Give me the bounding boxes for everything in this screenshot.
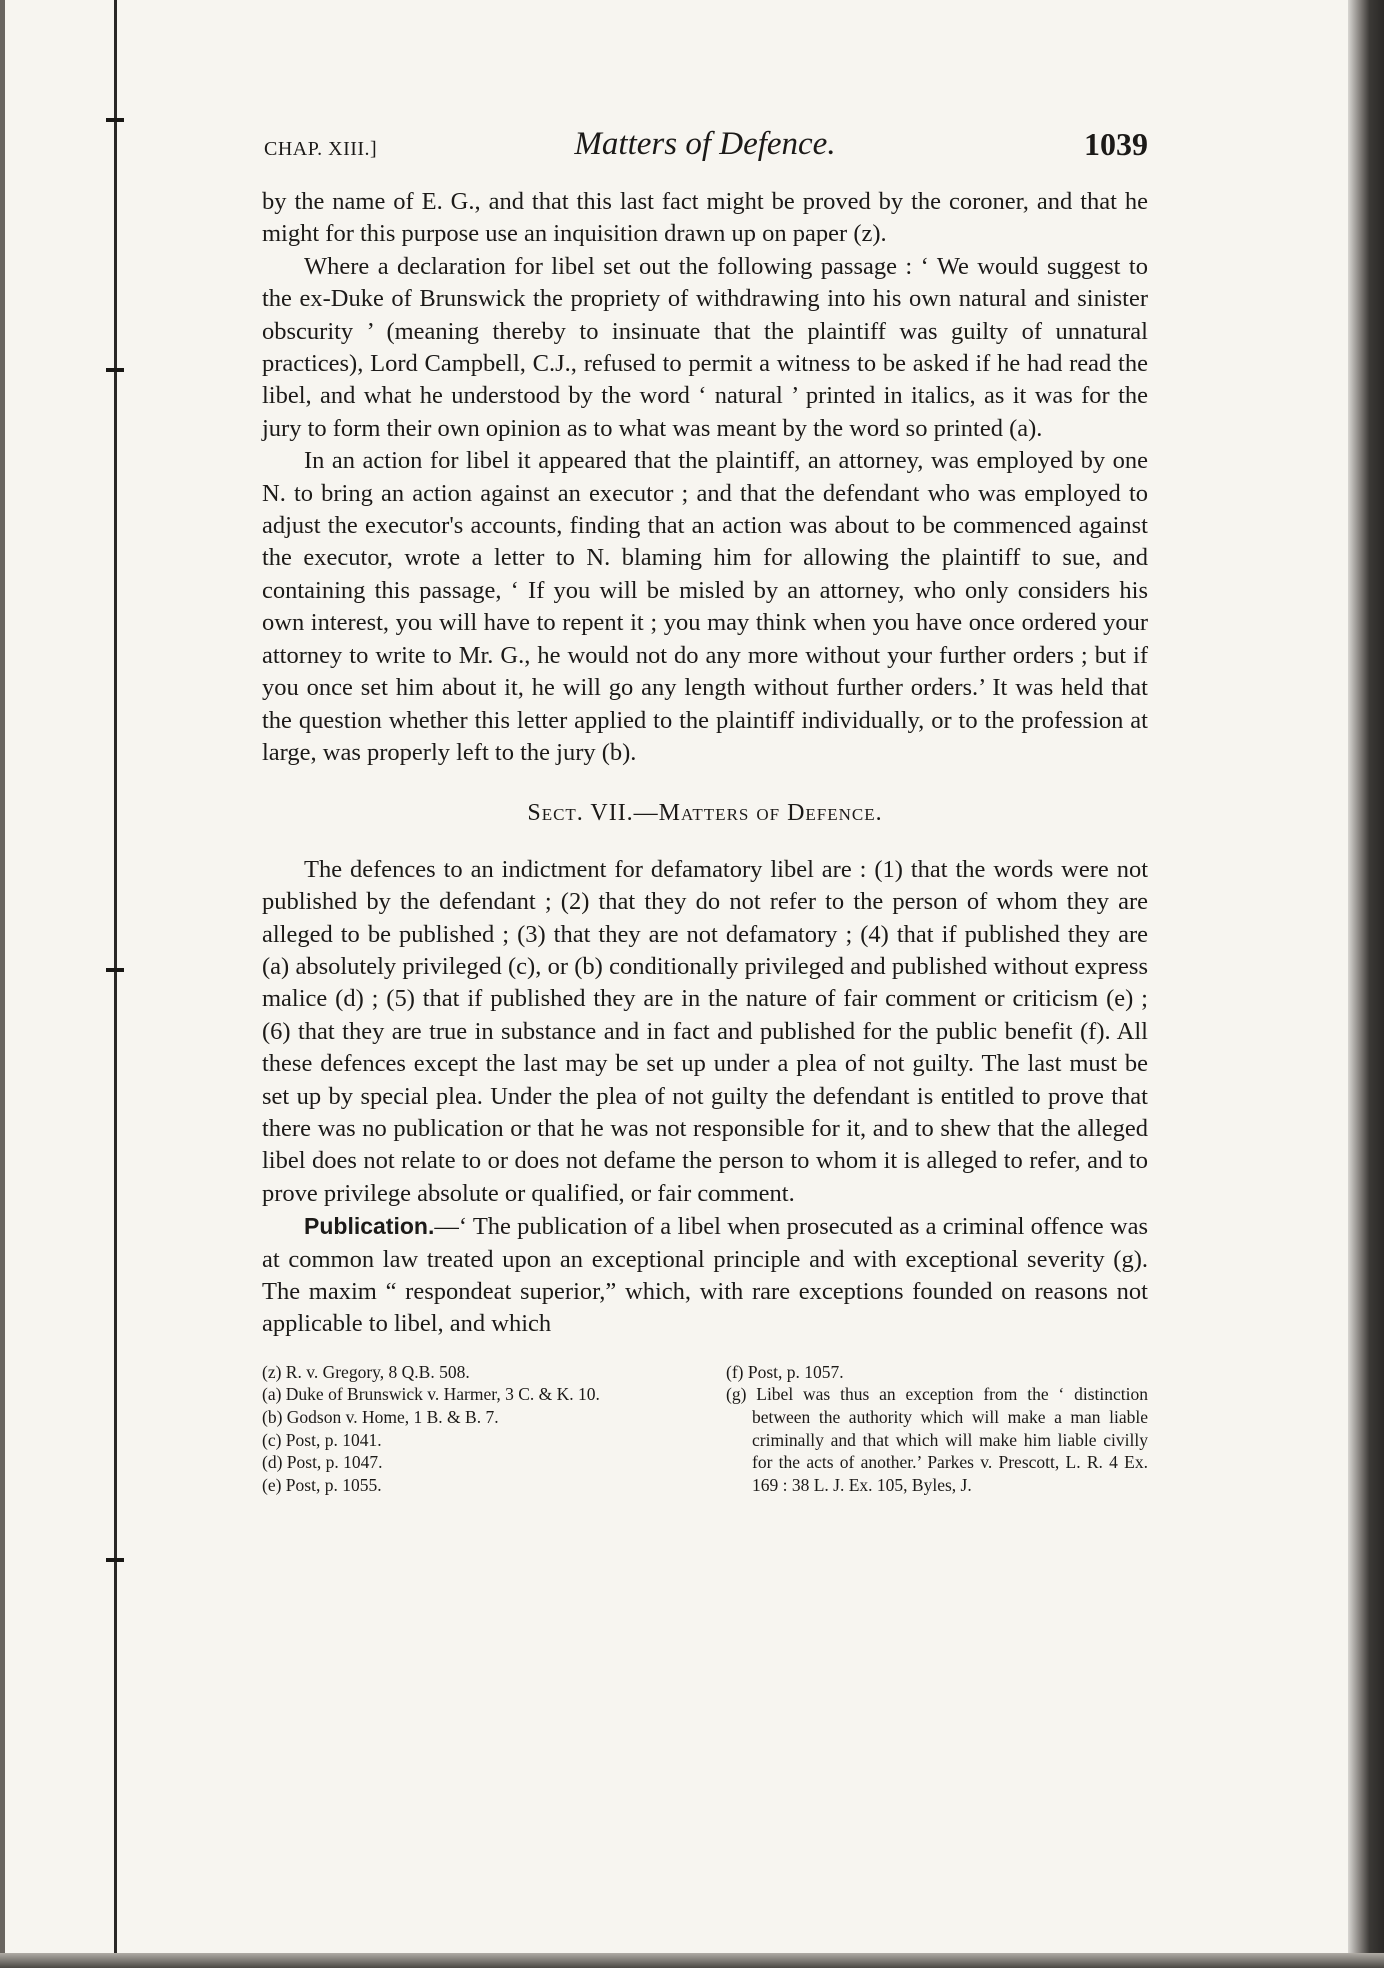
page-number: 1039 bbox=[1084, 126, 1148, 162]
running-head bbox=[262, 124, 1148, 176]
section-heading: Sect. VII.—Matters of Defence. bbox=[527, 800, 883, 827]
scan-edge-left bbox=[0, 0, 5, 1968]
footnote: (f) Post, p. 1057. bbox=[726, 1361, 844, 1382]
book-spine-edge bbox=[1348, 0, 1384, 1968]
book-page bbox=[262, 124, 1148, 1495]
binding-line bbox=[114, 0, 117, 1968]
footnote: (g) Libel was thus an exception from the ‘ distinction between the authority which will make a man liable criminally and that which will make him liable civilly for the acts of another.’ Parkes v. Prescott, L. R. 4 Ex. 169 : 38 L. J. Ex. 105, Byles, J. bbox=[726, 1384, 1148, 1495]
body-text bbox=[262, 186, 1148, 1341]
paragraph: The defences to an indictment for defamatory libel are : (1) that the words were not published by the defendant ; (2) that they do not refer to the person of whom they are alleged to be published ; (3) that they are not defamatory ; (4) that if published they are (a) absolutely privileged (c), or (b) conditionally privileged and published without express malice (d) ; (5) that if published they are in the nature of fair comment or criticism (e) ; (6) that they are true in substance and in fact and published for the public benefit (f). All these defences except the last may be set up under a plea of not guilty. The last must be set up by special plea. Under the plea of not guilty the defendant is entitled to prove that there was no publication or that he was not responsible for it, and to shew that the alleged libel does not relate to or does not defame the person to whom it is alleged to refer, and to prove privilege absolute or qualified, or fair comment. bbox=[262, 855, 1148, 1207]
binding-mark bbox=[106, 968, 124, 972]
paragraph bbox=[262, 1210, 1148, 1341]
footnote: (b) Godson v. Home, 1 B. & B. 7. bbox=[262, 1407, 499, 1427]
running-title: Matters of Defence. bbox=[574, 126, 836, 162]
binding-mark bbox=[106, 368, 124, 372]
paragraph-text: —‘ The publication of a libel when prosecuted as a criminal offence was at common law treated upon an exceptional principle and with exceptional severity (g). The maxim “ respondeat superior,” which, with rare exceptions founded on reasons not applicable to libel, and which bbox=[262, 1213, 1148, 1338]
footnotes-left-column bbox=[262, 1361, 688, 1497]
footnote: (c) Post, p. 1041. bbox=[262, 1429, 382, 1450]
binding-mark bbox=[106, 118, 124, 122]
footnote: (z) R. v. Gregory, 8 Q.B. 508. bbox=[262, 1361, 470, 1382]
paragraph: by the name of E. G., and that this last fact might be proved by the coroner, and that he might for this purpose use an inquisition drawn up on paper (z). bbox=[262, 188, 1148, 248]
paragraph: Where a declaration for libel set out the following passage : ‘ We would suggest to the ex-Duke of Brunswick the propriety of withdrawing into his own natural and sinister obscurity ’ (meaning thereby to insinuate that the plaintiff was guilty of unnatural practices), Lord Campbell, C.J., refused to permit a witness to be asked if he had read the libel, and what he understood by the word ‘ natural ’ printed in italics, as it was for the jury to form their own opinion as to what was meant by the word so printed (a). bbox=[262, 252, 1148, 442]
footnotes-right-column bbox=[726, 1361, 1148, 1497]
paragraph: In an action for libel it appeared that the plaintiff, an attorney, was employed by one N. to bring an action against an executor ; and that the defendant who was employed to adjust the executor's accounts, finding that an action was about to be commenced against the executor, wrote a letter to N. blaming him for allowing the plaintiff to sue, and containing this passage, ‘ If you will be misled by an attorney, who only considers his own interest, you will have to repent it ; you may think when you have once ordered your attorney to write to Mr. G., he would not do any more without your further orders ; but if you once set him about it, he will go any length without further orders.’ It was held that the question whether this letter applied to the plaintiff individually, or to the profession at large, was properly left to the jury (b). bbox=[262, 447, 1148, 766]
footnote: (e) Post, p. 1055. bbox=[262, 1474, 382, 1495]
footnote: (d) Post, p. 1047. bbox=[262, 1452, 383, 1473]
binding-mark bbox=[106, 1558, 124, 1562]
scan-edge-bottom bbox=[0, 1953, 1384, 1968]
chapter-label: CHAP. XIII.] bbox=[264, 138, 378, 160]
footnote: (a) Duke of Brunswick v. Harmer, 3 C. & K. 10. bbox=[262, 1384, 600, 1405]
sidehead-publication: Publication. bbox=[304, 1213, 435, 1240]
